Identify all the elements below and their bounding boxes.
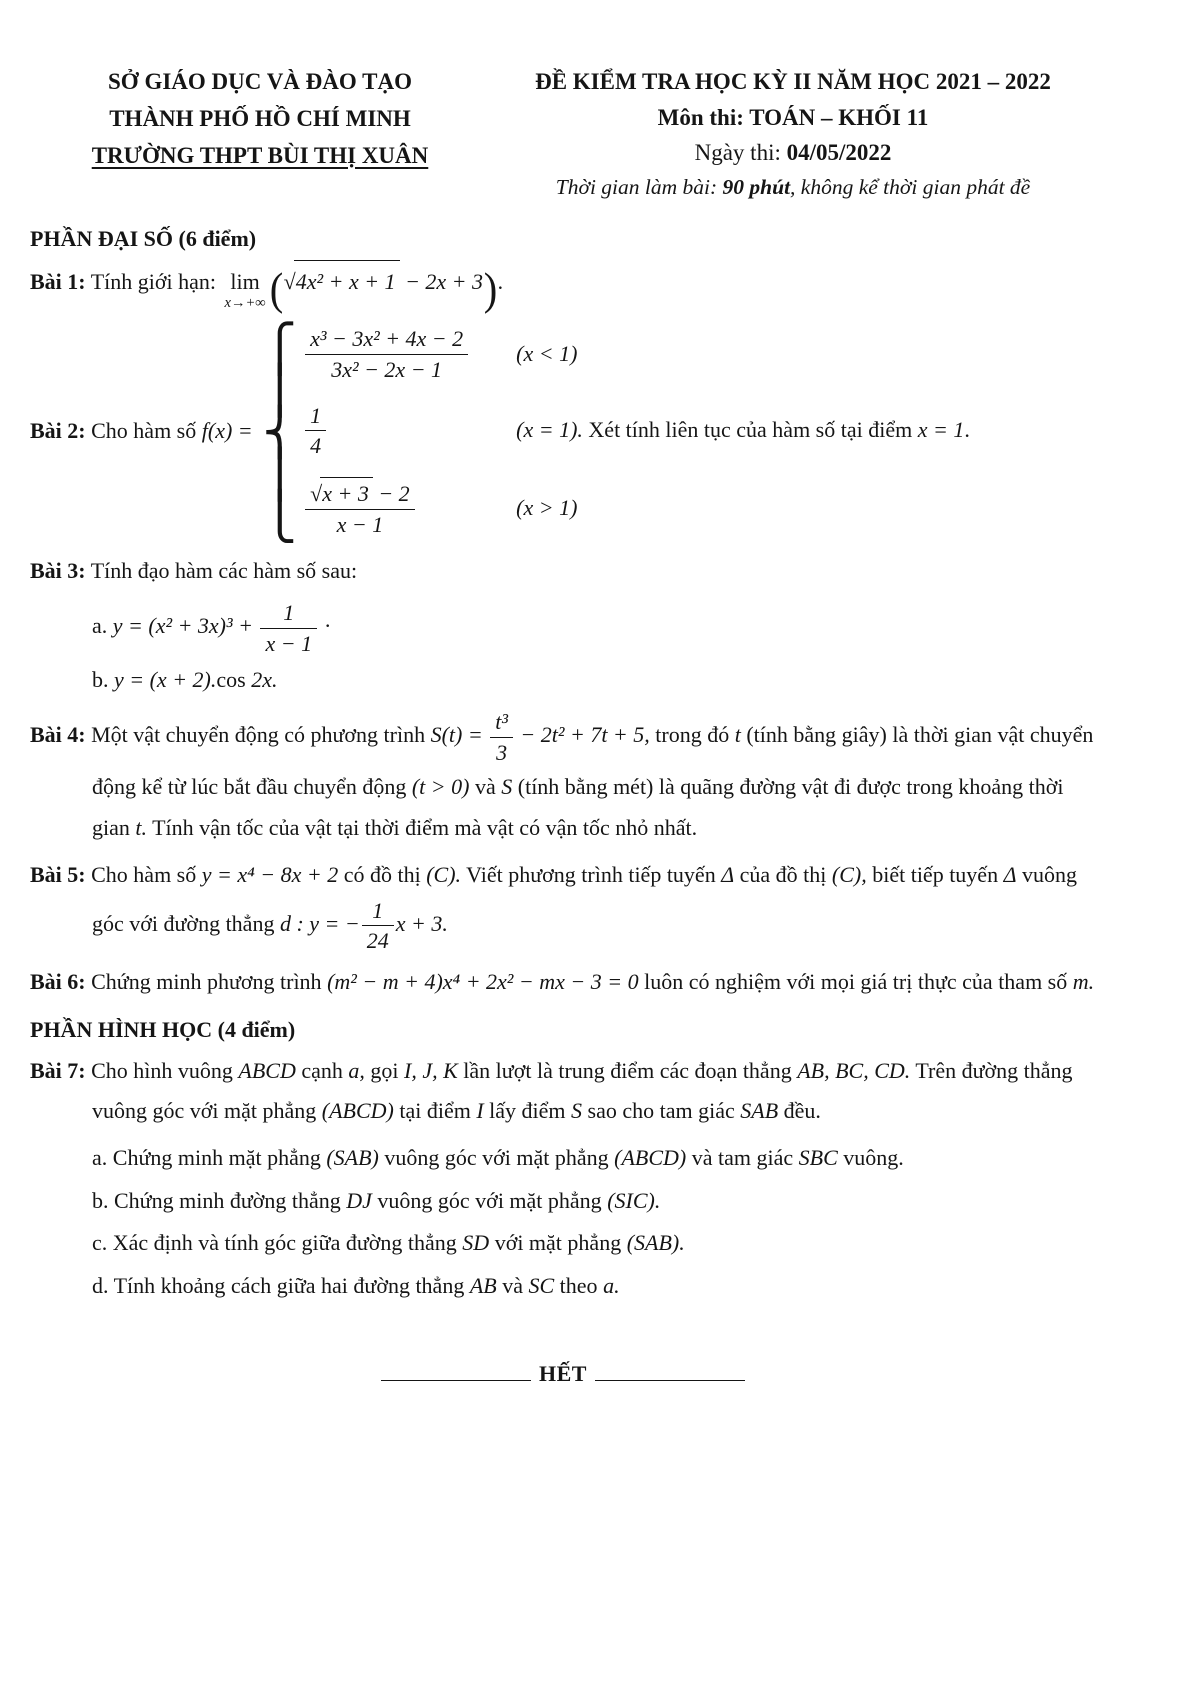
- problem-7-item-c: [92, 1223, 1096, 1264]
- text-run: vuông góc với mặt phẳng: [371, 1187, 608, 1213]
- case-expression: [303, 324, 470, 384]
- text-run: và tam giác: [686, 1144, 799, 1170]
- text-run: vuông góc với mặt phẳng: [378, 1144, 615, 1170]
- math-run: t.: [135, 815, 148, 841]
- bold-label-run: Bài 2:: [30, 418, 86, 444]
- text-run: với mặt phẳng: [489, 1230, 627, 1256]
- math-run: − 2t² + 7t + 5,: [514, 722, 650, 748]
- header: [30, 64, 1096, 204]
- radical-sign-icon: √: [283, 269, 296, 295]
- text-run: vuông.: [837, 1144, 904, 1170]
- text-run: vuông góc với đường thẳng: [92, 861, 1077, 936]
- math-run: I, J, K: [404, 1057, 458, 1083]
- text-run: (tính bằng mét) là quãng đường vật đi được trong khoảng thời gian: [92, 774, 1064, 841]
- text-run: theo: [554, 1273, 604, 1299]
- radical-sign-icon: √: [310, 480, 323, 506]
- text-run: và: [469, 774, 502, 800]
- fraction-numerator: x³ − 3x² + 4x − 2: [310, 326, 464, 352]
- fraction: [303, 477, 417, 539]
- case-expression: [303, 477, 417, 539]
- big-delimiter: ): [483, 264, 498, 315]
- brace-piece: ⎨: [262, 404, 298, 459]
- bold-label-run: Bài 1:: [30, 269, 86, 295]
- text-run: Một vật chuyển động có phương trình: [85, 722, 431, 748]
- text-run: Tính vận tốc của vật tại thời điểm mà vật có vận tốc nhỏ nhất.: [147, 815, 698, 841]
- text-run: sao cho tam giác: [582, 1098, 741, 1124]
- text-run: (tính bằng giây) là thời gian vật chuyển động kể từ lúc bắt đầu chuyển động: [92, 722, 1094, 800]
- math-run: (x = 1).: [516, 417, 583, 443]
- math-run: (SIC).: [607, 1187, 661, 1213]
- fraction: [258, 598, 319, 658]
- square-root: [284, 260, 400, 303]
- fraction: [303, 324, 470, 384]
- text-run: a.: [92, 613, 113, 639]
- math-run: 2x.: [251, 667, 278, 693]
- problem-4: [30, 707, 1096, 849]
- footer-rule-right: [595, 1380, 745, 1381]
- math-run: DJ: [346, 1187, 372, 1213]
- math-run: y = (x² + 3x)³ +: [112, 613, 259, 639]
- text-run: .: [964, 417, 970, 443]
- date-value: 04/05/2022: [786, 140, 892, 166]
- problem-2: [30, 320, 1096, 543]
- text-run: đều.: [778, 1098, 821, 1124]
- bold-label-run: Bài 4:: [30, 722, 86, 748]
- problem-1: [30, 260, 1096, 315]
- math-run: SAB: [740, 1098, 779, 1124]
- math-run: y = x⁴ − 8x + 2: [201, 861, 339, 887]
- text-run: Tính giới hạn:: [85, 269, 222, 295]
- square-root: [310, 477, 373, 509]
- problem-3-item-a: [92, 598, 1096, 658]
- text-run: Chứng minh phương trình: [85, 968, 328, 994]
- math-run: .: [498, 269, 504, 295]
- city-line: THÀNH PHỐ HỒ CHÍ MINH: [109, 105, 411, 131]
- section-algebra-title: PHẦN ĐẠI SỐ (6 điểm): [30, 226, 257, 252]
- math-run: a,: [348, 1057, 365, 1083]
- math-run: S: [501, 774, 513, 800]
- math-run: S: [571, 1098, 583, 1124]
- problem-3: [30, 551, 1096, 592]
- fraction: [488, 707, 515, 767]
- problem-7-item-a: [92, 1138, 1096, 1179]
- math-run: m.: [1072, 968, 1095, 994]
- bold-label-run: Bài 7:: [30, 1057, 86, 1083]
- math-run: (t > 0): [411, 774, 470, 800]
- bold-label-run: Bài 3:: [30, 558, 86, 584]
- big-delimiter: (: [269, 264, 283, 315]
- fraction-numerator: 1: [372, 897, 384, 923]
- text-run: Cho hàm số: [85, 861, 202, 887]
- math-run: (SAB).: [626, 1230, 685, 1256]
- math-run: d : y = −: [279, 910, 360, 936]
- text-run: cạnh: [295, 1057, 349, 1083]
- math-run: (ABCD): [614, 1144, 687, 1170]
- fraction-denominator: x − 1: [260, 628, 317, 659]
- text-run: d. Tính khoảng cách giữa hai đường thẳng: [92, 1273, 470, 1299]
- problem-7-item-b: [92, 1181, 1096, 1222]
- school-name: TRƯỜNG THPT BÙI THỊ XUÂN: [91, 142, 429, 168]
- case-condition: [516, 334, 577, 375]
- exam-date-line: [490, 135, 1096, 171]
- math-run: (x > 1): [516, 494, 578, 520]
- fraction: [360, 896, 396, 956]
- problem-6: [30, 962, 1096, 1003]
- case-condition: [516, 410, 970, 451]
- footer-rule-left: [381, 1380, 531, 1381]
- math-run: SBC: [798, 1144, 838, 1170]
- section-geometry-title: PHẦN HÌNH HỌC (4 điểm): [30, 1016, 296, 1042]
- problem-5: [30, 855, 1096, 956]
- text-run: lấy điểm: [483, 1098, 572, 1124]
- math-run: − 2x + 3: [399, 269, 484, 295]
- limit-operator: [225, 270, 266, 311]
- cases-grid: [303, 324, 970, 539]
- exam-info-block: [450, 64, 1096, 204]
- math-run: Δ: [1003, 861, 1017, 887]
- brace-piece: ⎪: [262, 446, 298, 501]
- brace-piece: ⎧: [262, 320, 298, 375]
- footer: [30, 1361, 1096, 1387]
- fraction-denominator: 3x² − 2x − 1: [305, 354, 468, 385]
- math-run: I: [476, 1098, 484, 1124]
- department-line: SỞ GIÁO DỤC VÀ ĐÀO TẠO: [108, 69, 412, 94]
- text-run: biết tiếp tuyến: [866, 861, 1004, 887]
- text-run: Viết phương trình tiếp tuyến: [461, 861, 722, 887]
- duration-line: [490, 171, 1096, 204]
- radicand: 4x² + x + 1: [294, 260, 400, 303]
- cases-brace: [262, 320, 298, 543]
- text-run: Cho hàm số: [85, 418, 202, 444]
- fraction-numerator: 1: [283, 600, 295, 626]
- math-run: x = 1: [917, 417, 965, 443]
- duration-prefix: Thời gian làm bài:: [555, 174, 723, 199]
- math-run: SC: [528, 1273, 555, 1299]
- school-block: [70, 64, 450, 174]
- text-run: Cho hình vuông: [85, 1057, 239, 1083]
- math-run: y = (x + 2).: [114, 667, 217, 693]
- text-run: b.: [92, 667, 114, 693]
- bold-label-run: Bài 5:: [30, 861, 86, 887]
- date-label: Ngày thi:: [694, 140, 787, 166]
- text-run: tại điểm: [393, 1098, 477, 1124]
- math-run: AB, BC, CD.: [797, 1057, 911, 1083]
- brace-piece: ⎪: [262, 362, 298, 417]
- text-run: c. Xác định và tính góc giữa đường thẳng: [92, 1230, 463, 1256]
- bold-label-run: Bài 6:: [30, 968, 86, 994]
- limit-word: lim: [230, 269, 260, 295]
- math-run: Δ: [721, 861, 735, 887]
- brace-piece: ⎩: [262, 488, 298, 543]
- math-run: (C),: [831, 861, 867, 887]
- fraction-numerator: 1: [310, 402, 322, 428]
- fraction-denominator: x − 1: [305, 509, 415, 540]
- text-run: Tính đạo hàm các hàm số sau:: [85, 558, 358, 584]
- text-run: của đồ thị: [734, 861, 832, 887]
- exam-title: ĐỀ KIỂM TRA HỌC KỲ II NĂM HỌC 2021 – 2022: [535, 69, 1051, 94]
- math-run: ·: [319, 613, 331, 639]
- case-expression: [303, 401, 328, 461]
- math-run: x + 3.: [395, 910, 448, 936]
- limit-subscript: x→+∞: [224, 294, 266, 311]
- text-run: Trên đường thẳng vuông góc với mặt phẳng: [92, 1057, 1073, 1124]
- math-run: (ABCD): [321, 1098, 394, 1124]
- math-run: (x < 1): [516, 341, 578, 367]
- problem-7-item-d: [92, 1266, 1096, 1307]
- radicand: x + 3: [320, 477, 373, 509]
- math-run: (C).: [426, 861, 462, 887]
- math-run: AB: [469, 1273, 497, 1299]
- math-run: t: [734, 722, 741, 748]
- subject-line: Môn thi: TOÁN – KHỐI 11: [657, 104, 929, 130]
- math-run: a.: [603, 1273, 620, 1299]
- problem-3-item-b: [92, 660, 1096, 701]
- math-run: SD: [462, 1230, 490, 1256]
- math-run: − 2: [372, 480, 410, 506]
- text-run: có đồ thị: [338, 861, 427, 887]
- text-run: Xét tính liên tục của hàm số tại điểm: [582, 417, 918, 443]
- duration-value: 90 phút: [722, 174, 791, 199]
- text-run: cos: [216, 667, 252, 693]
- problem-2-lead: [30, 411, 253, 452]
- fraction-denominator: 24: [362, 925, 394, 956]
- text-run: và: [496, 1273, 529, 1299]
- case-condition: [516, 488, 577, 529]
- text-run: gọi: [364, 1057, 405, 1083]
- fraction-numerator: [305, 477, 415, 509]
- math-run: ABCD: [238, 1057, 296, 1083]
- math-run: (m² − m + 4)x⁴ + 2x² − mx − 3 = 0: [327, 968, 639, 994]
- math-run: S(t) =: [430, 722, 489, 748]
- fraction-denominator: 3: [490, 737, 513, 768]
- text-run: a. Chứng minh mặt phẳng: [92, 1144, 327, 1170]
- fraction-numerator: t³: [495, 709, 508, 735]
- end-label: HẾT: [539, 1360, 587, 1386]
- text-run: lần lượt là trung điểm các đoạn thẳng: [457, 1057, 798, 1083]
- math-run: (SAB): [326, 1144, 379, 1170]
- fraction-denominator: 4: [305, 430, 326, 461]
- problem-7: [30, 1051, 1096, 1132]
- text-run: luôn có nghiệm với mọi giá trị thực của tham số: [638, 968, 1073, 994]
- text-run: b. Chứng minh đường thẳng: [92, 1187, 347, 1213]
- fraction: [303, 401, 328, 461]
- math-run: f(x) =: [201, 418, 253, 444]
- duration-suffix: , không kể thời gian phát đề: [790, 174, 1031, 199]
- text-run: trong đó: [649, 722, 735, 748]
